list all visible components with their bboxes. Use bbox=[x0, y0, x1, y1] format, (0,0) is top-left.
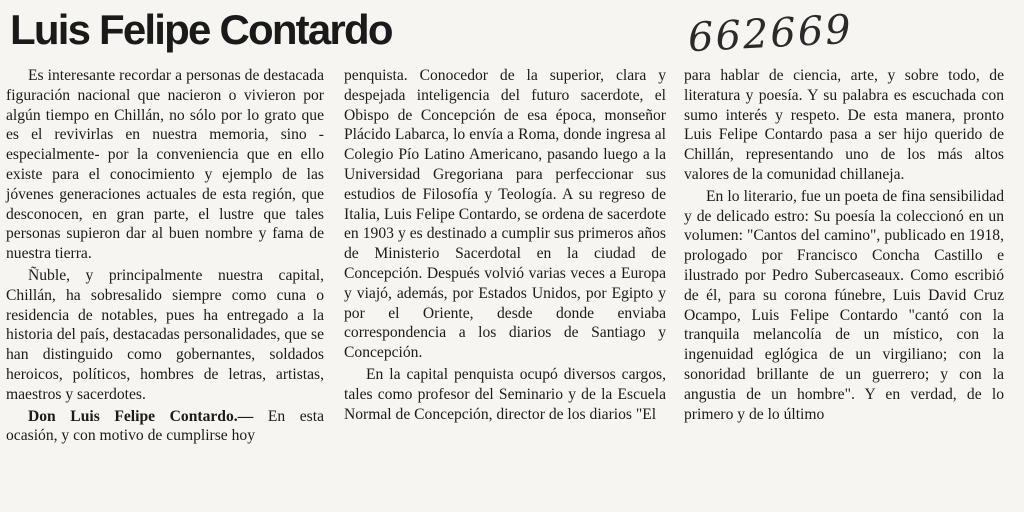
text-column-1 bbox=[6, 66, 324, 446]
paragraph: Ñuble, y principalmente nuestra capital, Chillán, ha sobresalido siempre como cuna o residencia de notables, pues ha entregado a la historia del país, destacadas personalidades, que se han distinguido como gobernantes, soldados heroicos, políticos, hombres de letras, artistas, maestros y sacerdotes. bbox=[6, 266, 324, 403]
article-title: Luis Felipe Contardo bbox=[10, 6, 392, 53]
paragraph: Es interesante recordar a personas de destacada figuración nacional que nacieron o vivieron por algún tiempo en Chillán, no sólo por lo grato que es el revivirlas en nuestra memoria, sino -especialmente- por la conveniencia que en ello existe para el conocimiento y ejemplo de las jóvenes generaciones actuales de esta región, que desconocen, en gran parte, el lustre que tales personas supieron dar al buen nombre y fama de nuestra tierra. bbox=[6, 67, 324, 263]
paragraph: En lo literario, fue un poeta de fina sensibilidad y de delicado estro: Su poesía la coleccionó en un volumen: "Cantos del camino", publicado en 1918, prologado por Francisco Concha Castillo e ilustrado por Pedro Subercaseaux. Como escribió de él, para su corona fúnebre, Luis David Cruz Ocampo, Luis Felipe Contardo "cantó con la tranquila melancolía de un místico, con la ingenuidad eglógica de un virgiliano; con la sonoridad brillante de un guerrero; y con la angustia de un hombre". Y en verdad, de lo primero y de lo último bbox=[684, 187, 1004, 423]
text-column-2 bbox=[344, 66, 666, 424]
paragraph bbox=[6, 407, 324, 447]
text-column-3 bbox=[684, 66, 1004, 424]
section-lead: Don Luis Felipe Contardo.— bbox=[28, 407, 254, 425]
paragraph: para hablar de ciencia, arte, y sobre todo, de literatura y poesía. Y su palabra es escuchada con sumo interés y respeto. De esta manera, pronto Luis Felipe Contardo pasa a ser hijo querido de Chillán, representando uno de los más altos valores de la comunidad chillaneja. bbox=[684, 67, 1004, 183]
handwritten-note: 662669 bbox=[686, 6, 854, 62]
paragraph: penquista. Conocedor de la superior, clara y despejada inteligencia del futuro sacerdote, el Obispo de Concepción de esa época, monseñor Plácido Labarca, lo envía a Roma, donde ingresa al Colegio Pío Latino Americano, pasando luego a la Universidad Gregoriana para perfeccionar sus estudios de Filosofía y Teología. A su regreso de Italia, Luis Felipe Contardo, se ordena de sacerdote en 1903 y es destinado a cumplir sus primeros años de Ministerio Sacerdotal en la ciudad de Concepción. Después volvió varias veces a Europa y viajó, además, por Estados Unidos, por Egipto y por el Oriente, desde donde enviaba correspondencia a los diarios de Santiago y Concepción. bbox=[344, 67, 666, 362]
paragraph: En la capital penquista ocupó diversos cargos, tales como profesor del Seminario y de la Escuela Normal de Concepción, director de los diarios "El bbox=[344, 365, 666, 423]
paragraph-text: En esta ocasión, y con motivo de cumplirse hoy bbox=[6, 407, 324, 445]
